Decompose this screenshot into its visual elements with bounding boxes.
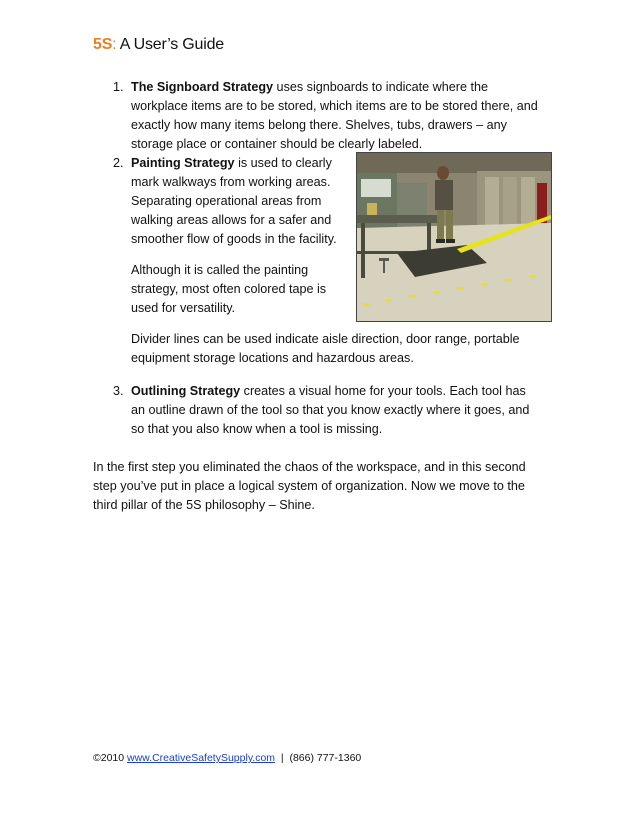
item-heading: Outlining Strategy	[131, 384, 241, 398]
list-number: 3.	[113, 384, 124, 398]
page-header	[93, 36, 224, 54]
list-number: 1.	[113, 80, 124, 94]
header-brand: 5S	[93, 36, 113, 53]
header-colon: :	[112, 36, 117, 53]
footer-separator: |	[275, 752, 290, 764]
item-paragraph-2: Although it is called the painting strategy, most often colored tape is used for versatility.	[131, 263, 327, 315]
closing-paragraph: In the first step you eliminated the chaos of the workspace, and in this second step you’ve put in place a logical system of organization. Now we move to the third pillar of the 5S philosophy – Shine.	[93, 460, 526, 512]
item-heading: The Signboard Strategy	[131, 80, 274, 94]
item-heading: Painting Strategy	[131, 156, 235, 170]
item-text: is used to clearly mark walkways from working areas. Separating operational areas from walking areas allows for a safer and smoother flow of goods in the facility.	[131, 156, 337, 246]
footer-copyright: ©2010	[93, 752, 128, 764]
page-footer	[93, 752, 361, 764]
item-text: creates a visual home for your tools. Each tool has an outline drawn of the tool so that you know exactly where it goes, and so that you also know when a tool is missing.	[131, 384, 530, 436]
item-paragraph	[131, 382, 543, 439]
warehouse-floor-photo	[356, 152, 552, 322]
header-title: A User’s Guide	[116, 36, 225, 53]
list-number: 2.	[113, 156, 124, 170]
item-paragraph	[131, 154, 346, 249]
footer-phone: (866) 777-1360	[289, 752, 362, 764]
item-text: uses signboards to indicate where the workplace items are to be stored, which items are to be stored there, and exactly how many items belong there. Shelves, tubs, drawers – any storage place or container should be clearly labeled.	[131, 80, 538, 151]
item-paragraph	[131, 78, 543, 154]
footer-website-link[interactable]: www.CreativeSafetySupply.com	[127, 752, 276, 764]
item-paragraph-3: Divider lines can be used indicate aisle direction, door range, portable equipment storage locations and hazardous areas.	[131, 332, 520, 365]
list-item-signboard	[93, 78, 543, 154]
list-item-outlining	[93, 382, 543, 439]
warehouse-floor-illustration	[357, 153, 551, 321]
